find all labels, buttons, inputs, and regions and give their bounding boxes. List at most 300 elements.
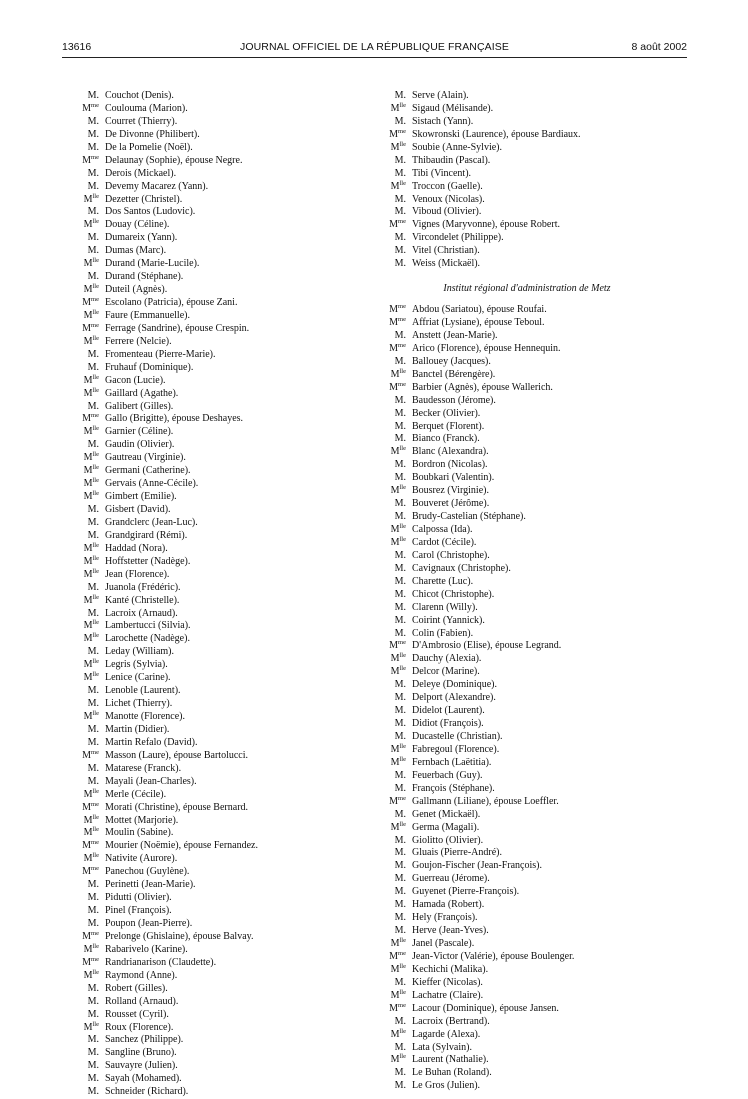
civility-title: $M^{lle}$ <box>390 755 406 768</box>
person-name: Banctel (Bérengère). <box>412 368 496 380</box>
civility-title: $M^{lle}$ <box>83 192 99 205</box>
person-name: Poupon (Jean-Pierre). <box>105 918 193 929</box>
person-name: Bousrez (Virginie). <box>412 485 489 497</box>
civility-title: M. <box>87 529 99 541</box>
person-name: Bordron (Nicolas). <box>412 459 488 471</box>
list-item <box>382 666 702 679</box>
list-item <box>75 1009 375 1022</box>
civility-title: $M^{me}$ <box>82 865 99 878</box>
civility-title: M. <box>87 607 99 619</box>
person-name: Becker (Olivier). <box>412 407 481 419</box>
civility-title: M. <box>394 511 406 523</box>
person-name: Matarese (Franck). <box>105 762 182 774</box>
civility-title: M. <box>394 329 406 341</box>
civility-title: M. <box>87 918 99 929</box>
civility-title: M. <box>87 879 99 891</box>
list-item <box>382 1016 702 1029</box>
civility-title: $M^{lle}$ <box>83 554 99 567</box>
list-item <box>382 537 702 550</box>
person-name: Mourier (Noëmie), épouse Fernandez. <box>105 840 258 852</box>
left-column <box>75 90 375 1099</box>
list-item <box>382 990 702 1003</box>
person-name: D'Ambrosio (Elise), épouse Legrand. <box>412 640 562 652</box>
civility-title: $M^{lle}$ <box>390 140 406 153</box>
person-name: Brudy-Castelian (Stéphane). <box>412 511 526 523</box>
person-name: Venoux (Nicolas). <box>412 193 485 205</box>
person-name: Vignes (Maryvonne), épouse Robert. <box>412 219 560 231</box>
list-item <box>382 369 702 382</box>
list-item <box>75 90 375 103</box>
civility-title: M. <box>394 459 406 471</box>
person-name: Calpossa (Ida). <box>412 524 473 535</box>
civility-title: M. <box>394 498 406 510</box>
civility-title: $M^{me}$ <box>389 1001 406 1014</box>
list-item <box>382 472 702 485</box>
person-name: Dos Santos (Ludovic). <box>105 206 196 218</box>
civility-title: M. <box>394 472 406 484</box>
list-item <box>75 776 375 789</box>
person-name: Lenice (Carine). <box>105 672 171 684</box>
civility-title: $M^{lle}$ <box>390 820 406 833</box>
civility-title: M. <box>87 141 99 153</box>
list-item <box>382 1067 702 1080</box>
civility-title: $M^{lle}$ <box>83 334 99 347</box>
person-name: Fabregoul (Florence). <box>412 743 500 755</box>
civility-title: M. <box>87 1047 99 1059</box>
list-item <box>75 556 375 569</box>
list-item <box>382 459 702 472</box>
person-name: Kanté (Christelle). <box>105 594 180 606</box>
civility-title: $M^{lle}$ <box>390 367 406 380</box>
civility-title: $M^{lle}$ <box>83 257 99 270</box>
list-item <box>382 615 702 628</box>
list-item <box>75 905 375 918</box>
person-name: Deleye (Dominique). <box>412 679 497 691</box>
person-name: Coulouma (Marion). <box>105 102 188 114</box>
civility-title: $M^{lle}$ <box>390 742 406 755</box>
civility-title: M. <box>394 808 406 820</box>
person-name: Colin (Fabien). <box>412 627 474 639</box>
person-name: Panechou (Guylène). <box>105 866 190 878</box>
civility-title: M. <box>394 614 406 626</box>
person-name: Hoffstetter (Nadège). <box>105 555 191 567</box>
person-name: Couchot (Denis). <box>105 90 174 101</box>
person-name: Durand (Marie-Lucile). <box>105 258 200 270</box>
list-item <box>75 918 375 931</box>
list-item <box>382 731 702 744</box>
list-item <box>382 796 702 809</box>
list-item <box>382 485 702 498</box>
list-item <box>75 582 375 595</box>
list-item <box>382 1080 702 1093</box>
person-name: Raymond (Anne). <box>105 969 178 981</box>
person-name: Devemy Macarez (Yann). <box>105 180 209 192</box>
person-name: Le Gros (Julien). <box>412 1080 481 1092</box>
list-item <box>75 491 375 504</box>
civility-title: M. <box>394 394 406 406</box>
list-item <box>75 206 375 219</box>
list-item <box>75 750 375 763</box>
page-header <box>62 41 687 58</box>
list-item <box>75 245 375 258</box>
person-name: Schneider (Richard). <box>105 1086 189 1098</box>
person-name: Le Buhan (Roland). <box>412 1067 492 1079</box>
list-item <box>382 847 702 860</box>
civility-title: $M^{lle}$ <box>390 1027 406 1040</box>
right-column <box>382 90 702 1093</box>
civility-title: M. <box>87 516 99 528</box>
civility-title: $M^{lle}$ <box>83 477 99 490</box>
list-item <box>382 705 702 718</box>
list-item <box>75 155 375 168</box>
list-item <box>75 763 375 776</box>
person-name: Ballouey (Jacques). <box>412 355 491 367</box>
person-name: Troccon (Gaelle). <box>412 180 483 192</box>
person-name: Germa (Magali). <box>412 821 480 833</box>
person-name: Merle (Cécile). <box>105 788 167 800</box>
list-item <box>382 446 702 459</box>
list-item <box>75 1073 375 1086</box>
list-item <box>382 330 702 343</box>
list-item <box>75 1086 375 1099</box>
person-name: Lambertucci (Silvia). <box>105 620 191 632</box>
person-name: Serve (Alain). <box>412 90 469 101</box>
civility-title: $M^{lle}$ <box>83 567 99 580</box>
person-name: Blanc (Alexandra). <box>412 446 489 458</box>
civility-title: $M^{lle}$ <box>83 968 99 981</box>
list-item <box>382 194 702 207</box>
list-item <box>75 957 375 970</box>
person-name: Dumareix (Yann). <box>105 232 178 244</box>
list-item <box>75 1034 375 1047</box>
person-name: Cardot (Cécile). <box>412 536 477 548</box>
person-name: Lacroix (Bertrand). <box>412 1015 490 1027</box>
civility-title: M. <box>87 400 99 412</box>
list-item <box>382 809 702 822</box>
list-item <box>382 1042 702 1055</box>
civility-title: M. <box>394 731 406 742</box>
civility-title: M. <box>87 581 99 593</box>
list-item <box>75 1022 375 1035</box>
civility-title: $M^{lle}$ <box>83 942 99 955</box>
list-item <box>382 964 702 977</box>
person-name: Courret (Thierry). <box>105 115 178 127</box>
list-item <box>75 168 375 181</box>
person-name: Gautreau (Virginie). <box>105 452 186 464</box>
list-item <box>382 258 702 271</box>
civility-title: M. <box>394 154 406 166</box>
list-item <box>75 853 375 866</box>
civility-title: $M^{lle}$ <box>83 852 99 865</box>
list-item <box>75 789 375 802</box>
person-name: Goujon-Fischer (Jean-François). <box>412 860 542 872</box>
list-item <box>382 835 702 848</box>
list-item <box>75 116 375 129</box>
list-item <box>75 996 375 1009</box>
civility-title: M. <box>394 692 406 704</box>
person-name: Ducastelle (Christian). <box>412 731 503 742</box>
person-name: Weiss (Mickaël). <box>412 258 481 270</box>
person-name: Dauchy (Alexia). <box>412 653 482 665</box>
civility-title: M. <box>394 258 406 270</box>
civility-title: $M^{lle}$ <box>390 962 406 975</box>
list-item <box>382 770 702 783</box>
civility-title: $M^{lle}$ <box>83 283 99 296</box>
list-item <box>382 692 702 705</box>
civility-title: M. <box>87 128 99 140</box>
person-name: Fruhauf (Dominique). <box>105 361 194 373</box>
list-item <box>382 602 702 615</box>
list-item <box>75 543 375 556</box>
civility-title: M. <box>394 769 406 781</box>
civility-title: M. <box>87 1073 99 1085</box>
person-name: Guyenet (Pierre-François). <box>412 886 520 898</box>
civility-title: $M^{me}$ <box>82 748 99 761</box>
civility-title: M. <box>87 698 99 710</box>
person-name: Herve (Jean-Yves). <box>412 925 489 937</box>
person-name: Larochette (Nadège). <box>105 633 190 645</box>
list-item <box>75 129 375 142</box>
list-item <box>75 815 375 828</box>
list-item <box>382 679 702 692</box>
person-name: Laurent (Nathalie). <box>412 1054 489 1066</box>
civility-title: M. <box>394 873 406 885</box>
list-item <box>382 1029 702 1042</box>
civility-title: M. <box>394 860 406 872</box>
list-item <box>75 439 375 452</box>
person-name: Rousset (Cyril). <box>105 1008 169 1020</box>
civility-title: M. <box>87 361 99 373</box>
list-item <box>382 433 702 446</box>
list-item <box>75 232 375 245</box>
list-item <box>382 343 702 356</box>
person-name: Fromenteau (Pierre-Marie). <box>105 348 216 360</box>
person-name: De la Pomelie (Noël). <box>105 141 193 153</box>
list-item <box>382 576 702 589</box>
person-name: Sangline (Bruno). <box>105 1047 177 1059</box>
civility-title: M. <box>394 601 406 613</box>
person-name: Charette (Luc). <box>412 575 474 587</box>
person-name: Gaudin (Olivier). <box>105 439 175 451</box>
civility-title: M. <box>87 180 99 192</box>
civility-title: M. <box>394 562 406 574</box>
person-name: Vitel (Christian). <box>412 245 480 257</box>
person-name: Gallo (Brigitte), épouse Deshayes. <box>105 413 244 425</box>
list-item <box>75 569 375 582</box>
person-name: Bianco (Franck). <box>412 433 480 445</box>
list-item <box>382 886 702 899</box>
civility-title: $M^{lle}$ <box>390 988 406 1001</box>
list-item <box>75 892 375 905</box>
civility-title: $M^{lle}$ <box>83 1020 99 1033</box>
civility-title: M. <box>87 775 99 787</box>
person-name: Tibi (Vincent). <box>412 167 472 179</box>
civility-title: $M^{lle}$ <box>83 218 99 231</box>
list-item <box>75 620 375 633</box>
right-column-list-top <box>382 90 702 271</box>
civility-title: M. <box>87 1086 99 1098</box>
person-name: Dumas (Marc). <box>105 245 167 257</box>
list-item <box>382 408 702 421</box>
person-name: Anstett (Jean-Marie). <box>412 329 498 341</box>
person-name: Giolitto (Olivier). <box>412 834 484 846</box>
person-name: Germani (Catherine). <box>105 465 191 477</box>
list-item <box>75 310 375 323</box>
person-name: Gluais (Pierre-André). <box>412 847 502 859</box>
list-item <box>382 304 702 317</box>
civility-title: M. <box>87 762 99 774</box>
issue-date: 8 août 2002 <box>631 41 687 53</box>
civility-title: M. <box>394 193 406 205</box>
person-name: Manotte (Florence). <box>105 711 185 722</box>
person-name: Perinetti (Jean-Marie). <box>105 879 196 891</box>
civility-title: $M^{lle}$ <box>83 425 99 438</box>
person-name: Delport (Alexandre). <box>412 692 496 704</box>
list-item <box>75 1060 375 1073</box>
list-item <box>382 925 702 938</box>
civility-title: $M^{me}$ <box>82 929 99 942</box>
person-name: Haddad (Nora). <box>105 542 168 554</box>
list-item <box>382 938 702 951</box>
list-item <box>75 633 375 646</box>
civility-title: $M^{me}$ <box>82 839 99 852</box>
civility-title: $M^{lle}$ <box>83 826 99 839</box>
civility-title: M. <box>87 1008 99 1020</box>
civility-title: $M^{me}$ <box>82 321 99 334</box>
list-item <box>75 426 375 439</box>
civility-title: M. <box>394 420 406 432</box>
list-item <box>382 1003 702 1016</box>
civility-title: M. <box>394 782 406 794</box>
person-name: Pidutti (Olivier). <box>105 892 172 904</box>
person-name: Prelonge (Ghislaine), épouse Balvay. <box>105 930 254 942</box>
civility-title: M. <box>394 115 406 127</box>
person-name: Thibaudin (Pascal). <box>412 154 491 166</box>
civility-title: M. <box>87 685 99 697</box>
list-item <box>75 711 375 724</box>
list-item <box>382 783 702 796</box>
civility-title: M. <box>394 627 406 639</box>
person-name: Lagarde (Alexa). <box>412 1028 481 1040</box>
list-item <box>75 931 375 944</box>
person-name: Mayali (Jean-Charles). <box>105 775 197 787</box>
civility-title: $M^{lle}$ <box>83 710 99 722</box>
person-name: Nativite (Aurore). <box>105 853 178 865</box>
civility-title: M. <box>87 245 99 257</box>
person-name: Legris (Sylvia). <box>105 659 168 671</box>
list-item <box>382 498 702 511</box>
civility-title: $M^{lle}$ <box>83 451 99 464</box>
list-item <box>75 181 375 194</box>
person-name: Pinel (François). <box>105 905 172 917</box>
person-name: Gervais (Anne-Cécile). <box>105 478 199 490</box>
person-name: Janel (Pascale). <box>412 938 475 949</box>
list-item <box>75 1047 375 1060</box>
civility-title: $M^{lle}$ <box>390 665 406 678</box>
list-item <box>75 530 375 543</box>
civility-title: $M^{lle}$ <box>390 445 406 458</box>
list-item <box>382 977 702 990</box>
person-name: Didelot (Laurent). <box>412 705 485 717</box>
list-item <box>382 129 702 142</box>
civility-title: M. <box>394 912 406 924</box>
list-item <box>382 155 702 168</box>
civility-title: M. <box>394 355 406 367</box>
list-item <box>75 944 375 957</box>
civility-title: $M^{lle}$ <box>83 671 99 684</box>
person-name: Sayah (Mohamed). <box>105 1073 182 1085</box>
person-name: De Divonne (Philibert). <box>105 128 200 140</box>
person-name: Sigaud (Mélisande). <box>412 102 494 114</box>
person-name: Martin (Didier). <box>105 723 170 735</box>
person-name: Hamada (Robert). <box>412 899 485 911</box>
person-name: Didiot (François). <box>412 718 484 730</box>
civility-title: M. <box>394 1080 406 1092</box>
person-name: Viboud (Olivier). <box>412 206 482 218</box>
list-item <box>75 866 375 879</box>
civility-title: $M^{me}$ <box>389 341 406 354</box>
person-name: Grandclerc (Jean-Luc). <box>105 516 198 528</box>
person-name: Grandgirard (Rémi). <box>105 529 188 541</box>
list-item <box>75 323 375 336</box>
civility-title: M. <box>87 892 99 904</box>
person-name: Galibert (Gilles). <box>105 400 174 412</box>
civility-title: M. <box>87 167 99 179</box>
person-name: Escolano (Patricia), épouse Zani. <box>105 297 238 308</box>
civility-title: M. <box>87 504 99 515</box>
civility-title: $M^{lle}$ <box>83 813 99 826</box>
civility-title: $M^{lle}$ <box>390 937 406 949</box>
person-name: Gallmann (Liliane), épouse Loeffler. <box>412 795 559 807</box>
person-name: Garnier (Céline). <box>105 426 174 438</box>
list-item <box>75 595 375 608</box>
list-item <box>382 103 702 116</box>
right-column-list-bottom <box>382 304 702 1093</box>
person-name: Berquet (Florent). <box>412 420 485 432</box>
list-item <box>75 413 375 426</box>
list-item <box>75 258 375 271</box>
person-name: Jean-Victor (Valérie), épouse Boulenger. <box>412 950 575 962</box>
civility-title: M. <box>394 718 406 730</box>
civility-title: M. <box>394 1015 406 1027</box>
section-heading: Institut régional d'administration de Metz <box>443 283 611 295</box>
list-item <box>382 524 702 537</box>
civility-title: $M^{lle}$ <box>390 484 406 497</box>
list-item <box>75 737 375 750</box>
person-name: Clarenn (Willy). <box>412 601 478 613</box>
person-name: Lachatre (Claire). <box>412 989 484 1001</box>
person-name: Ferrere (Nelcie). <box>105 335 172 347</box>
civility-title: $M^{me}$ <box>82 153 99 166</box>
person-name: Skowronski (Laurence), épouse Bardiaux. <box>412 128 581 140</box>
civility-title: M. <box>87 905 99 917</box>
person-name: Randrianarison (Claudette). <box>105 956 217 968</box>
civility-title: $M^{lle}$ <box>390 535 406 548</box>
person-name: Morati (Christine), épouse Bernard. <box>105 801 249 813</box>
person-name: Lenoble (Laurent). <box>105 685 181 697</box>
list-item <box>75 879 375 892</box>
person-name: Rabarivelo (Karine). <box>105 943 188 955</box>
civility-title: M. <box>394 899 406 911</box>
civility-title: M. <box>394 90 406 101</box>
list-item <box>382 232 702 245</box>
civility-title: M. <box>87 232 99 244</box>
list-item <box>382 181 702 194</box>
civility-title: M. <box>394 433 406 445</box>
civility-title: M. <box>394 1067 406 1079</box>
list-item <box>75 297 375 310</box>
page-number: 13616 <box>62 41 92 53</box>
